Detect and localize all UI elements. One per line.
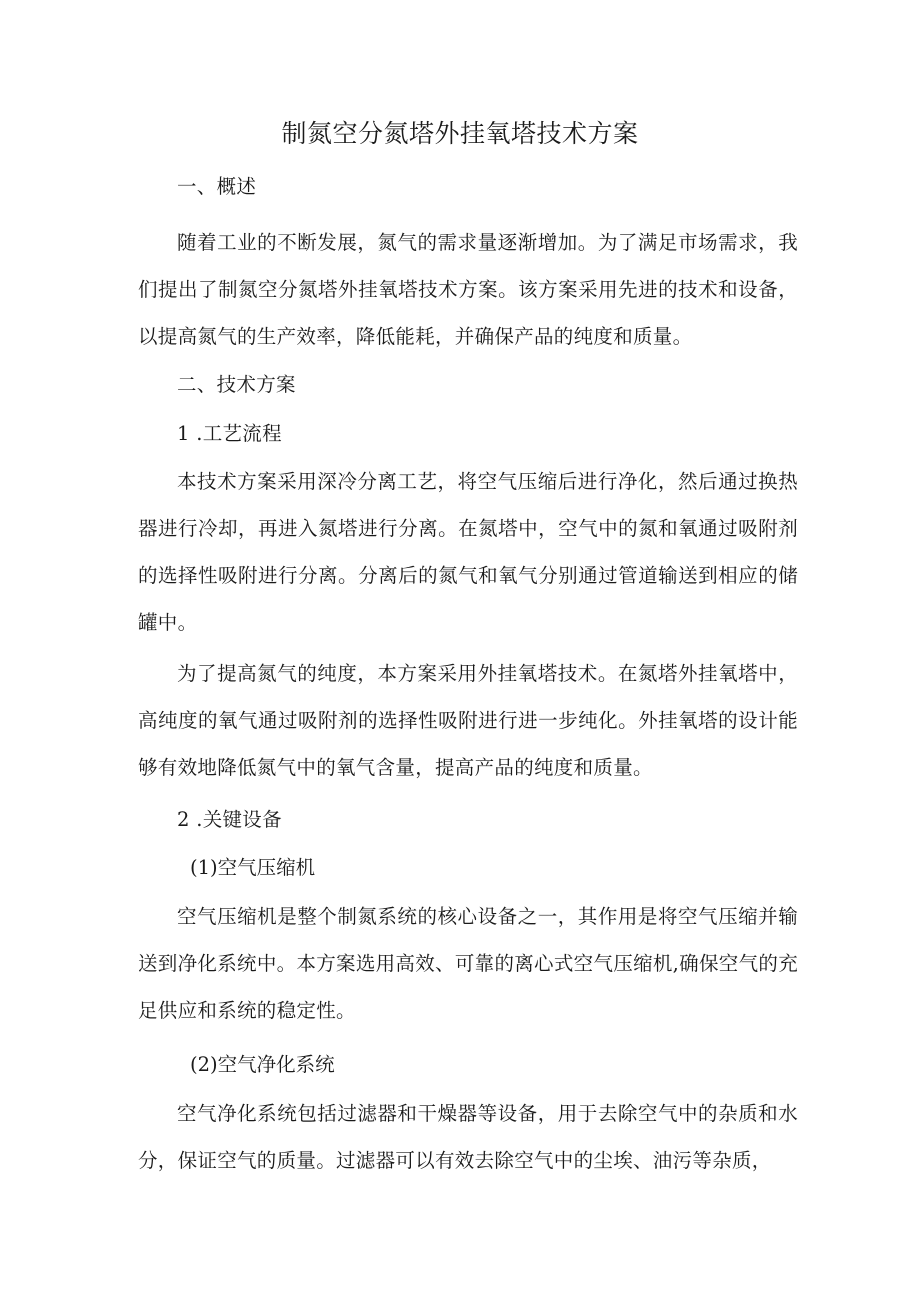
subsection-heading-process-flow: 1 .工艺流程 bbox=[177, 422, 282, 445]
paragraph-process-flow-2: 为了提高氮气的纯度，本方案采用外挂氧塔技术。在氮塔外挂氧塔中，高纯度的氧气通过吸附剂的选择性吸附进行进一步纯化。外挂氧塔的设计能够有效地降低氮气中的氧气含量，提高产品的纯度和质量。 bbox=[138, 662, 798, 779]
paragraph-air-compressor: 空气压缩机是整个制氮系统的核心设备之一，其作用是将空气压缩并输送到净化系统中。本方案选用高效、可靠的离心式空气压缩机,确保空气的充足供应和系统的稳定性。 bbox=[138, 905, 798, 1022]
paragraph-overview: 随着工业的不断发展，氮气的需求量逐渐增加。为了满足市场需求，我们提出了制氮空分氮塔外挂氧塔技术方案。该方案采用先进的技术和设备，以提高氮气的生产效率，降低能耗，并确保产品的纯度和质量。 bbox=[138, 231, 798, 348]
subsection-heading-key-equipment: 2 .关键设备 bbox=[177, 808, 282, 831]
document-title: 制氮空分氮塔外挂氧塔技术方案 bbox=[281, 119, 639, 148]
section-heading-technical-plan: 二、技术方案 bbox=[177, 373, 296, 396]
paragraph-air-purification: 空气净化系统包括过滤器和干燥器等设备，用于去除空气中的杂质和水分，保证空气的质量。过滤器可以有效去除空气中的尘埃、油污等杂质， bbox=[138, 1102, 798, 1172]
paragraph-process-flow-1: 本技术方案采用深冷分离工艺，将空气压缩后进行净化，然后通过换热器进行冷却，再进入氮塔进行分离。在氮塔中，空气中的氮和氧通过吸附剂的选择性吸附进行分离。分离后的氮气和氧气分别通过管道输送到相应的储罐中。 bbox=[138, 470, 798, 634]
item-heading-air-purification: (2)空气净化系统 bbox=[190, 1053, 335, 1076]
item-heading-air-compressor: (1)空气压缩机 bbox=[190, 856, 316, 879]
section-heading-overview: 一、概述 bbox=[177, 175, 257, 198]
